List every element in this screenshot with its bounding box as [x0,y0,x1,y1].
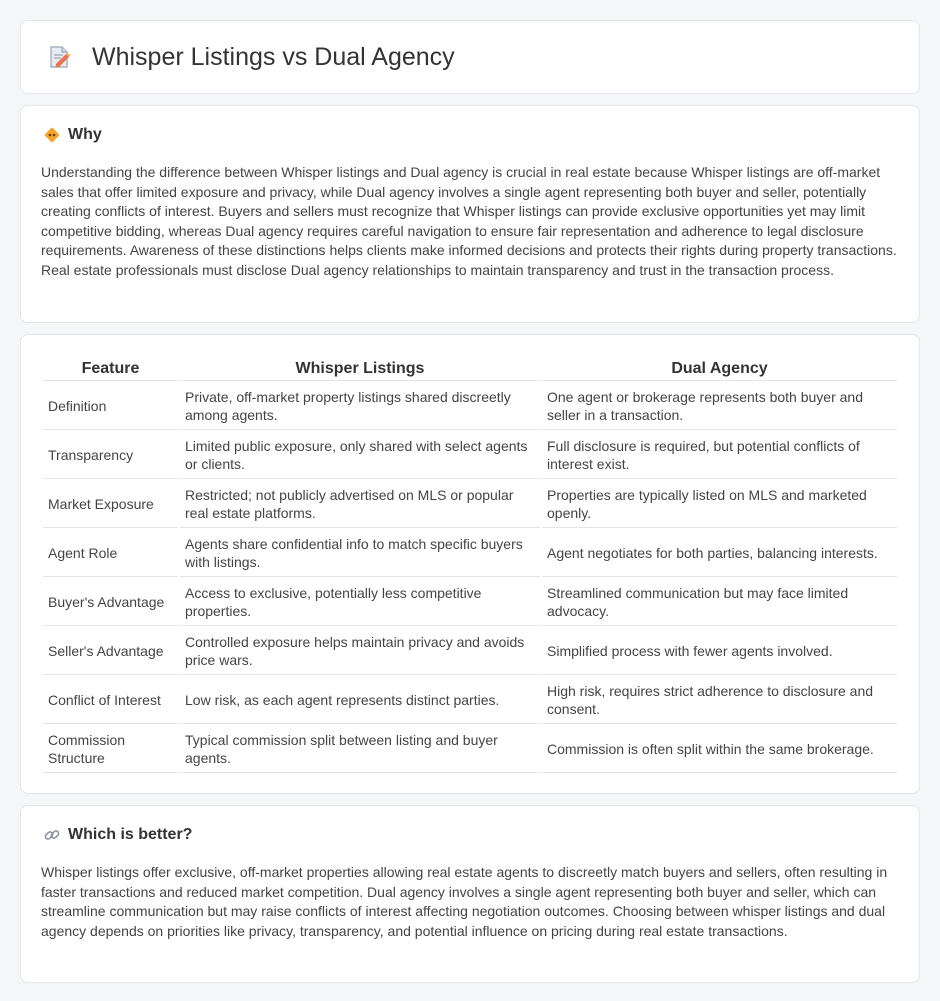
diamond-sign-icon [43,126,61,144]
link-icon [43,826,61,844]
why-heading [43,126,899,144]
why-section [20,105,920,323]
whisper-cell: Access to exclusive, potentially less competitive properties. [180,579,540,626]
feature-cell: Conflict of Interest [43,677,178,724]
better-text: Whisper listings offer exclusive, off-market properties allowing real estate agents to discreetly match buyers and sellers, often resulting in faster transactions and reduced market competition. Dual agency involves a single agent representing both buyer and seller, which can streamline communication but may raise conflicts of interest affecting negotiation outcomes. Choosing between whisper listings and dual agency depends on priorities like privacy, transparency, and potential influence on pricing during real estate transactions. [41,864,888,939]
feature-cell: Seller's Advantage [43,628,178,675]
table-row [43,383,897,430]
table-header-row [43,357,897,381]
dual-cell: Properties are typically listed on MLS and marketed openly. [542,481,897,528]
feature-cell: Definition [43,383,178,430]
feature-cell: Market Exposure [43,481,178,528]
table-row [43,677,897,724]
dual-cell: Simplified process with fewer agents involved. [542,628,897,675]
dual-cell: Streamlined communication but may face limited advocacy. [542,579,897,626]
feature-cell: Agent Role [43,530,178,577]
whisper-cell: Controlled exposure helps maintain privacy and avoids price wars. [180,628,540,675]
feature-cell: Buyer's Advantage [43,579,178,626]
dual-cell: Agent negotiates for both parties, balancing interests. [542,530,897,577]
feature-cell: Transparency [43,432,178,479]
header-card [20,20,920,94]
whisper-cell: Restricted; not publicly advertised on MLS or popular real estate platforms. [180,481,540,528]
header-feature: Feature [43,357,178,381]
header-dual-agency: Dual Agency [542,357,897,381]
whisper-cell: Limited public exposure, only shared with select agents or clients. [180,432,540,479]
comparison-table [41,355,899,775]
better-title: Which is better? [68,826,193,843]
table-row [43,628,897,675]
dual-cell: One agent or brokerage represents both buyer and seller in a transaction. [542,383,897,430]
document-pencil-icon [45,43,73,71]
why-title: Why [68,126,102,143]
comparison-table-card [20,334,920,794]
table-row [43,579,897,626]
table-row [43,530,897,577]
table-row [43,726,897,773]
feature-cell: Commission Structure [43,726,178,773]
whisper-cell: Low risk, as each agent represents distinct parties. [180,677,540,724]
whisper-cell: Agents share confidential info to match specific buyers with listings. [180,530,540,577]
whisper-cell: Typical commission split between listing and buyer agents. [180,726,540,773]
header-whisper-listings: Whisper Listings [180,357,540,381]
whisper-cell: Private, off-market property listings shared discreetly among agents. [180,383,540,430]
dual-cell: High risk, requires strict adherence to disclosure and consent. [542,677,897,724]
table-row [43,432,897,479]
better-heading [43,826,899,844]
page-title: Whisper Listings vs Dual Agency [92,42,455,71]
why-text: Understanding the difference between Whisper listings and Dual agency is crucial in real estate because Whisper listings are off-market sales that offer limited exposure and privacy, while Dual agency involves a single agent representing both buyer and seller, potentially creating conflicts of interest. Buyers and sellers must recognize that Whisper listings can provide exclusive opportunities yet may limit competitive bidding, whereas Dual agency requires careful navigation to ensure fair representation and adherence to legal disclosure requirements. Awareness of these distinctions helps clients make informed decisions and protects their rights during property transactions. Real estate professionals must disclose Dual agency relationships to maintain transparency and trust in the transaction process. [41,164,897,278]
which-is-better-section [20,805,920,983]
dual-cell: Full disclosure is required, but potential conflicts of interest exist. [542,432,897,479]
table-row [43,481,897,528]
dual-cell: Commission is often split within the same brokerage. [542,726,897,773]
